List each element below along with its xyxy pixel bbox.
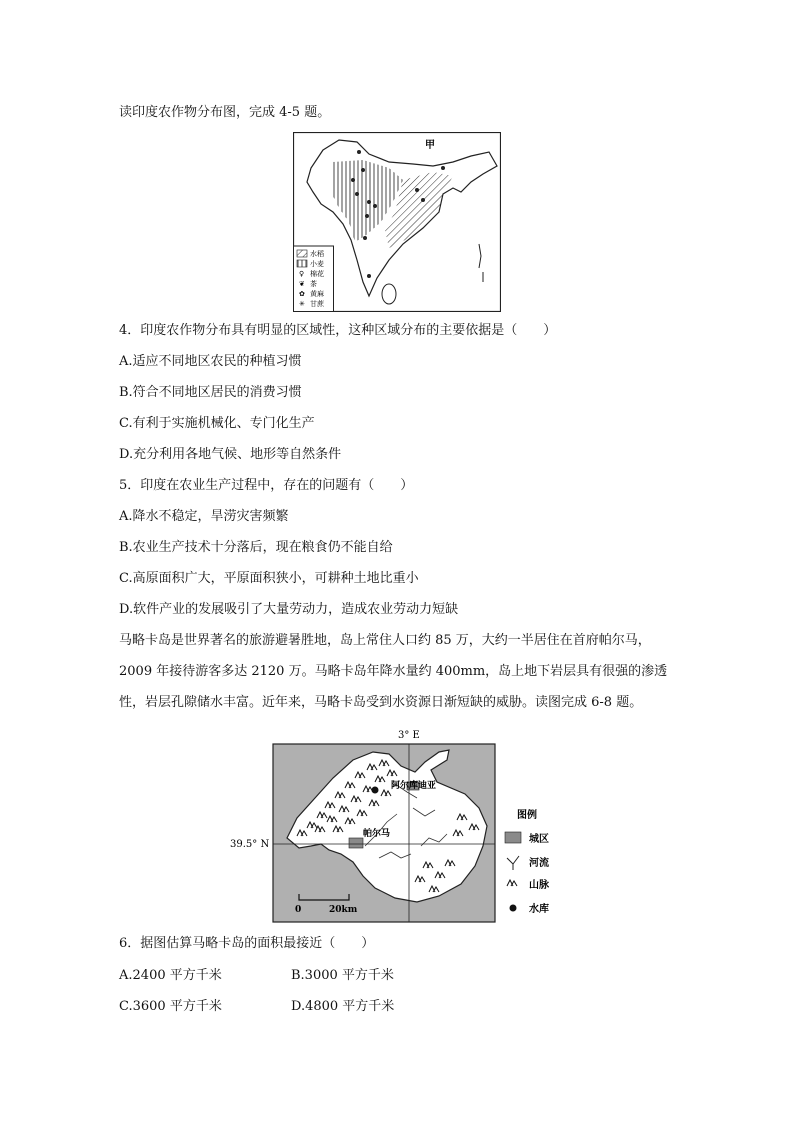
mallorca-legend xyxy=(505,808,550,915)
legend-label-tea: 茶 xyxy=(310,280,317,288)
q6-stem: 6．据图估算马略卡岛的面积最接近（ ） xyxy=(119,936,375,951)
q4-option-b: B.符合不同地区居民的消费习惯 xyxy=(119,385,302,400)
legend-jute-icon: ✿ xyxy=(299,290,305,298)
q4-option-a: A.适应不同地区农民的种植习惯 xyxy=(119,354,302,369)
label-jia: 甲 xyxy=(425,140,435,151)
scale-km: 20km xyxy=(329,905,358,915)
intro2-line-1: 马略卡岛是世界著名的旅游避暑胜地，岛上常住人口约 85 万，大约一半居住在首府帕尔马， xyxy=(119,633,651,648)
q5-option-d: D.软件产业的发展吸引了大量劳动力，造成农业劳动力短缺 xyxy=(119,602,459,617)
lon-label: 3° E xyxy=(398,730,420,741)
label-palma: 帕尔马 xyxy=(363,829,391,839)
intro2-line-2: 2009 年接待游客多达 2120 万。马略卡岛年降水量约 400mm，岛上地下岩层具有很强的渗透 xyxy=(119,664,668,679)
legend-reservoir-icon xyxy=(510,905,517,912)
q5-option-b: B.农业生产技术十分落后，现在粮食仍不能自给 xyxy=(119,540,393,555)
legend-label-cotton: 棉花 xyxy=(310,270,324,278)
q5-option-c: C.高原面积广大，平原面积狭小，可耕种土地比重小 xyxy=(119,571,419,586)
q6-option-d: D.4800 平方千米 xyxy=(291,999,395,1014)
india-crop-map xyxy=(293,132,501,312)
q5-stem: 5．印度在农业生产过程中，存在的问题有（ ） xyxy=(119,478,414,493)
palma-city-area xyxy=(349,838,363,848)
mallorca-map xyxy=(225,726,565,926)
q5-option-a: A.降水不稳定，旱涝灾害频繁 xyxy=(119,509,289,524)
legend-wheat-swatch xyxy=(297,260,307,267)
legend-title: 图例 xyxy=(517,810,537,821)
legend-sugarcane-icon: ✳ xyxy=(299,300,305,308)
intro-text-1: 读印度农作物分布图，完成 4-5 题。 xyxy=(119,105,331,120)
q6-option-a: A.2400 平方千米 xyxy=(119,968,222,983)
legend-river-icon xyxy=(507,856,519,870)
legend-label-sugarcane: 甘蔗 xyxy=(310,300,324,308)
india-legend xyxy=(294,246,334,312)
label-alcudia: 阿尔库迪亚 xyxy=(391,781,437,791)
legend-label-mountain: 山脉 xyxy=(529,880,549,891)
reservoir-dot xyxy=(372,787,379,794)
q6-option-b: B.3000 平方千米 xyxy=(291,968,394,983)
lat-label: 39.5° N xyxy=(230,839,270,850)
q4-option-c: C.有利于实施机械化、专门化生产 xyxy=(119,416,315,431)
legend-label-rice: 水稻 xyxy=(310,250,324,258)
intro2-line-3: 性，岩层孔隙储水丰富。近年来，马略卡岛受到水资源日渐短缺的威胁。读图完成 6-8 题。 xyxy=(119,695,643,710)
legend-cotton-icon: ♀ xyxy=(299,270,305,278)
scale-zero: 0 xyxy=(295,905,302,915)
legend-mountain-icon xyxy=(507,880,517,886)
legend-label-wheat: 小麦 xyxy=(310,260,324,268)
legend-label-river: 河流 xyxy=(529,858,549,869)
legend-label-city: 城区 xyxy=(529,834,549,845)
legend-label-reservoir: 水库 xyxy=(529,904,549,915)
legend-rice-swatch xyxy=(297,250,307,257)
q4-stem: 4．印度农作物分布具有明显的区域性，这种区域分布的主要依据是（ ） xyxy=(119,323,557,338)
sri-lanka xyxy=(382,284,396,304)
q4-option-d: D.充分利用各地气候、地形等自然条件 xyxy=(119,447,342,462)
legend-city-swatch xyxy=(505,832,521,843)
legend-label-jute: 黄麻 xyxy=(310,290,324,298)
q6-option-c: C.3600 平方千米 xyxy=(119,999,222,1014)
legend-tea-icon: ❦ xyxy=(299,280,305,288)
